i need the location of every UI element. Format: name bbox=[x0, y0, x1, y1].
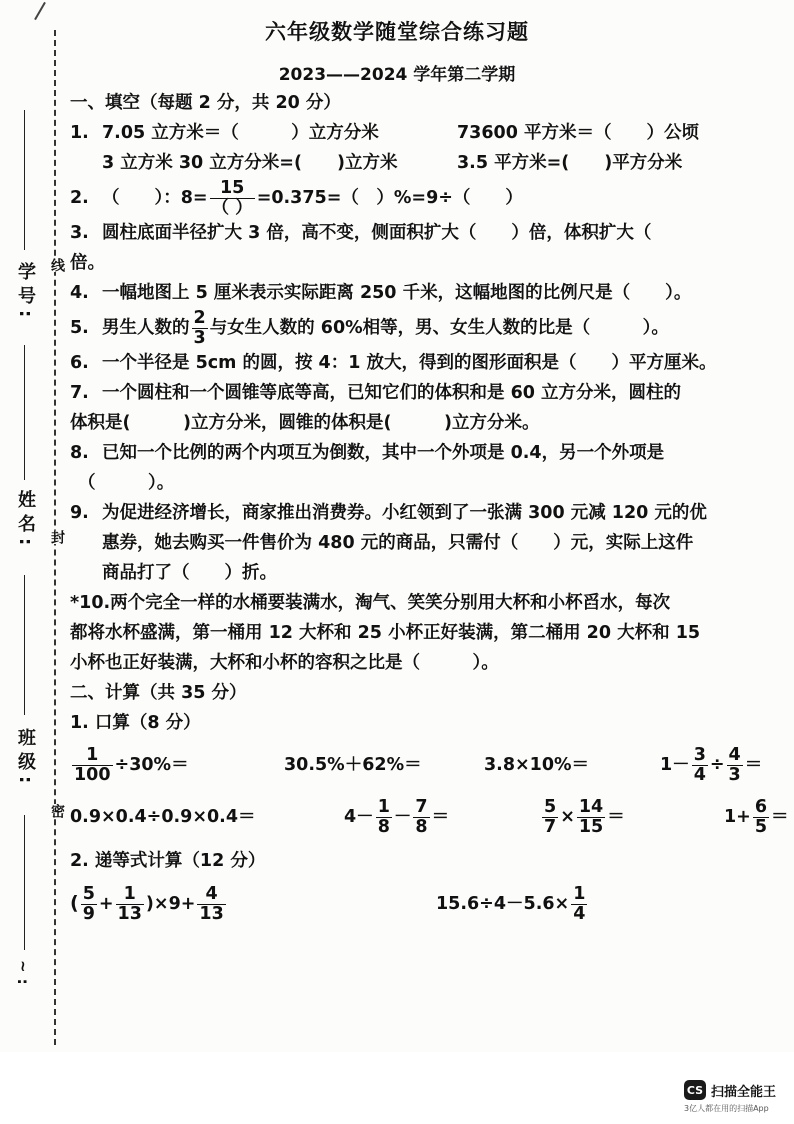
seal-char-xian: 线 bbox=[49, 258, 65, 272]
q3-text: 圆柱底面半径扩大 3 倍，高不变，侧面积扩大（ ）倍，体积扩大（ bbox=[102, 223, 687, 243]
fraction bbox=[692, 746, 708, 784]
q5-frac-denominator: 3 bbox=[193, 327, 206, 348]
step-problem-a bbox=[70, 885, 436, 923]
question-3 bbox=[70, 218, 792, 248]
q2-frac-numerator: 15 bbox=[210, 179, 255, 198]
page-subtitle: 2023——2024 学年第二学期 bbox=[278, 65, 516, 85]
numerator: 6 bbox=[754, 797, 768, 818]
numerator: 1 bbox=[377, 797, 390, 818]
step-problem-b bbox=[436, 885, 589, 923]
q1-area-blank: 73600 平方米＝（ ）公顷 bbox=[457, 123, 699, 143]
q9-line-2: 惠券，她去购买一件售价为 480 元的商品，只需付（ ）元，实际上这件 bbox=[102, 533, 694, 553]
numerator: 1 bbox=[573, 884, 586, 905]
question-number: *10. bbox=[70, 593, 111, 613]
q5-text-end: 与女生人数的 60%相等，男、女生人数的比是（ ）。 bbox=[209, 318, 669, 338]
q5-fraction bbox=[192, 309, 208, 347]
expression: 1－ bbox=[660, 755, 690, 775]
student-name-label: 姓名: bbox=[15, 490, 36, 552]
q1-volume-blank: 7.05 立方米＝（ ）立方分米 bbox=[102, 123, 379, 143]
question-9 bbox=[70, 498, 792, 588]
q7-text-continued: 体积是( )立方分米，圆锥的体积是( )立方分米。 bbox=[70, 413, 540, 433]
question-4 bbox=[70, 278, 792, 308]
equals: ＝ bbox=[607, 807, 625, 827]
section1-heading: 一、填空（每题 2 分，共 20 分） bbox=[70, 93, 341, 113]
question-number: 9. bbox=[70, 503, 89, 523]
denominator: 4 bbox=[573, 903, 586, 924]
class-label: 班级: bbox=[15, 728, 36, 790]
expression: 4－ bbox=[344, 807, 374, 827]
denominator: 3 bbox=[728, 764, 741, 785]
denominator: 7 bbox=[544, 816, 557, 837]
numerator: 5 bbox=[82, 884, 95, 905]
q10-line-3: 小杯也正好装满，大杯和小杯的容积之比是（ ）。 bbox=[70, 653, 499, 673]
question-8 bbox=[70, 438, 792, 468]
oral-calc-row-2 bbox=[70, 794, 792, 840]
seal-char-feng: 封 bbox=[49, 530, 65, 544]
denominator: 5 bbox=[754, 816, 768, 837]
fraction bbox=[116, 885, 144, 923]
q9-line-1: 为促进经济增长，商家推出消费券。小红领到了一张满 300 元减 120 元的优 bbox=[102, 503, 707, 523]
oral-problem-f bbox=[344, 798, 540, 836]
expression: ÷30%＝ bbox=[114, 755, 189, 775]
class-line bbox=[24, 575, 25, 715]
equals: ＝ bbox=[771, 807, 789, 827]
fraction bbox=[571, 885, 587, 923]
q8-text: 已知一个比例的两个内项互为倒数，其中一个外项是 0.4，另一个外项是 bbox=[102, 443, 665, 463]
oral-problem-d bbox=[660, 746, 762, 784]
fraction bbox=[376, 798, 392, 836]
denominator: 4 bbox=[693, 764, 706, 785]
numerator: 7 bbox=[415, 797, 428, 818]
question-number: 2. bbox=[70, 188, 89, 208]
q5-frac-numerator: 2 bbox=[193, 308, 206, 329]
fraction bbox=[753, 798, 769, 836]
paren: ( bbox=[70, 892, 79, 914]
fraction bbox=[577, 798, 605, 836]
q1-area-blank-2: 3.5 平方米=( )平方分米 bbox=[457, 153, 683, 173]
fraction bbox=[413, 798, 429, 836]
equals: ＝ bbox=[744, 755, 763, 775]
expression: 1+ bbox=[724, 807, 751, 827]
numerator: 14 bbox=[578, 797, 604, 818]
question-5 bbox=[70, 308, 792, 348]
operator: ÷ bbox=[709, 755, 725, 775]
scanner-logo bbox=[684, 1080, 776, 1100]
question-6 bbox=[70, 348, 792, 378]
q2-equality-chain: =0.375=（ ）%=9÷（ ） bbox=[256, 188, 523, 208]
q10-line-1: 两个完全一样的水桶要装满水，淘气、笑笑分别用大杯和小杯舀水，每次 bbox=[110, 593, 671, 613]
question-1 bbox=[70, 118, 792, 178]
oral-problem-e: 0.9×0.4÷0.9×0.4＝ bbox=[70, 807, 256, 827]
numerator: 1 bbox=[72, 746, 113, 765]
q5-text-start: 男生人数的 bbox=[102, 318, 190, 338]
camscanner-icon: CS bbox=[684, 1080, 706, 1100]
step-calc-heading: 2. 递等式计算（12 分） bbox=[70, 851, 266, 871]
denominator: 8 bbox=[377, 816, 390, 837]
question-7 bbox=[70, 378, 792, 408]
question-number: 5. bbox=[70, 318, 89, 338]
denominator: 15 bbox=[578, 816, 604, 837]
q8-text-continued: （ ）。 bbox=[78, 473, 175, 493]
expression: 15.6÷4－5.6× bbox=[436, 894, 570, 914]
section2-heading: 二、计算（共 35 分） bbox=[70, 683, 247, 703]
oral-calc-heading: 1. 口算（8 分） bbox=[70, 713, 201, 733]
question-number: 1. bbox=[70, 123, 89, 143]
scanner-tagline: 3亿人都在用的扫描App bbox=[684, 1104, 769, 1113]
operator: + bbox=[98, 894, 114, 914]
fraction bbox=[197, 885, 225, 923]
step-calc-row bbox=[70, 876, 792, 932]
scanner-name: 扫描全能王 bbox=[711, 1084, 777, 1100]
operator: × bbox=[560, 807, 575, 827]
q6-text: 一个半径是 5cm 的圆，按 4：1 放大，得到的图形面积是（ ）平方厘米。 bbox=[102, 353, 717, 373]
equals: ＝ bbox=[431, 807, 450, 827]
exam-content bbox=[70, 88, 792, 932]
numerator: 1 bbox=[116, 885, 144, 904]
question-number: 3. bbox=[70, 223, 89, 243]
q10-line-2: 都将水杯盛满，第一桶用 12 大杯和 25 小杯正好装满，第二桶用 20 大杯和 15 bbox=[70, 623, 701, 643]
q2-ratio-start: （ ）：8= bbox=[102, 188, 208, 208]
student-number-line bbox=[24, 110, 25, 250]
q3-text-continued: 倍。 bbox=[70, 253, 105, 273]
denominator: 13 bbox=[199, 903, 224, 924]
expression: )×9+ bbox=[145, 894, 196, 914]
q4-text: 一幅地图上 5 厘米表示实际距离 250 千米，这幅地图的比例尺是（ ）。 bbox=[102, 283, 692, 303]
denominator: 9 bbox=[82, 903, 95, 924]
q2-fraction bbox=[210, 179, 255, 217]
oral-problem-a bbox=[70, 746, 284, 784]
question-number: 7. bbox=[70, 383, 89, 403]
oral-problem-c: 3.8×10%＝ bbox=[484, 755, 590, 775]
q2-frac-denominator: （ ） bbox=[211, 197, 253, 218]
fraction bbox=[727, 746, 743, 784]
footer-area bbox=[0, 1052, 794, 1124]
oral-problem-h bbox=[724, 798, 789, 836]
school-label: ~: bbox=[14, 960, 32, 991]
school-line bbox=[24, 815, 25, 950]
q1-volume-blank-2: 3 立方米 30 立方分米=( )立方米 bbox=[102, 153, 398, 173]
oral-problem-g bbox=[540, 798, 724, 836]
question-number: 8. bbox=[70, 443, 89, 463]
q7-text: 一个圆柱和一个圆锥等底等高，已知它们的体积和是 60 立方分米，圆柱的 bbox=[102, 383, 682, 403]
operator: － bbox=[393, 807, 412, 827]
denominator: 100 bbox=[74, 764, 111, 785]
numerator: 5 bbox=[544, 797, 557, 818]
page-title: 六年级数学随堂综合练习题 bbox=[265, 20, 529, 44]
oral-problem-b: 30.5%＋62%＝ bbox=[284, 755, 422, 775]
denominator: 8 bbox=[415, 816, 428, 837]
question-number: 6. bbox=[70, 353, 89, 373]
oral-calc-row-1 bbox=[70, 742, 792, 788]
numerator: 4 bbox=[728, 745, 741, 766]
question-number: 4. bbox=[70, 283, 89, 303]
question-2 bbox=[70, 178, 792, 218]
numerator: 4 bbox=[197, 885, 225, 904]
q9-line-3: 商品打了（ ）折。 bbox=[102, 563, 277, 583]
fraction bbox=[72, 746, 113, 784]
seal-char-mi: 密 bbox=[49, 804, 65, 818]
numerator: 3 bbox=[693, 745, 706, 766]
question-10 bbox=[70, 588, 792, 618]
student-number-label: 学号: bbox=[15, 262, 36, 324]
fraction bbox=[542, 798, 558, 836]
student-name-line bbox=[24, 345, 25, 480]
fraction bbox=[81, 885, 97, 923]
denominator: 13 bbox=[117, 903, 142, 924]
